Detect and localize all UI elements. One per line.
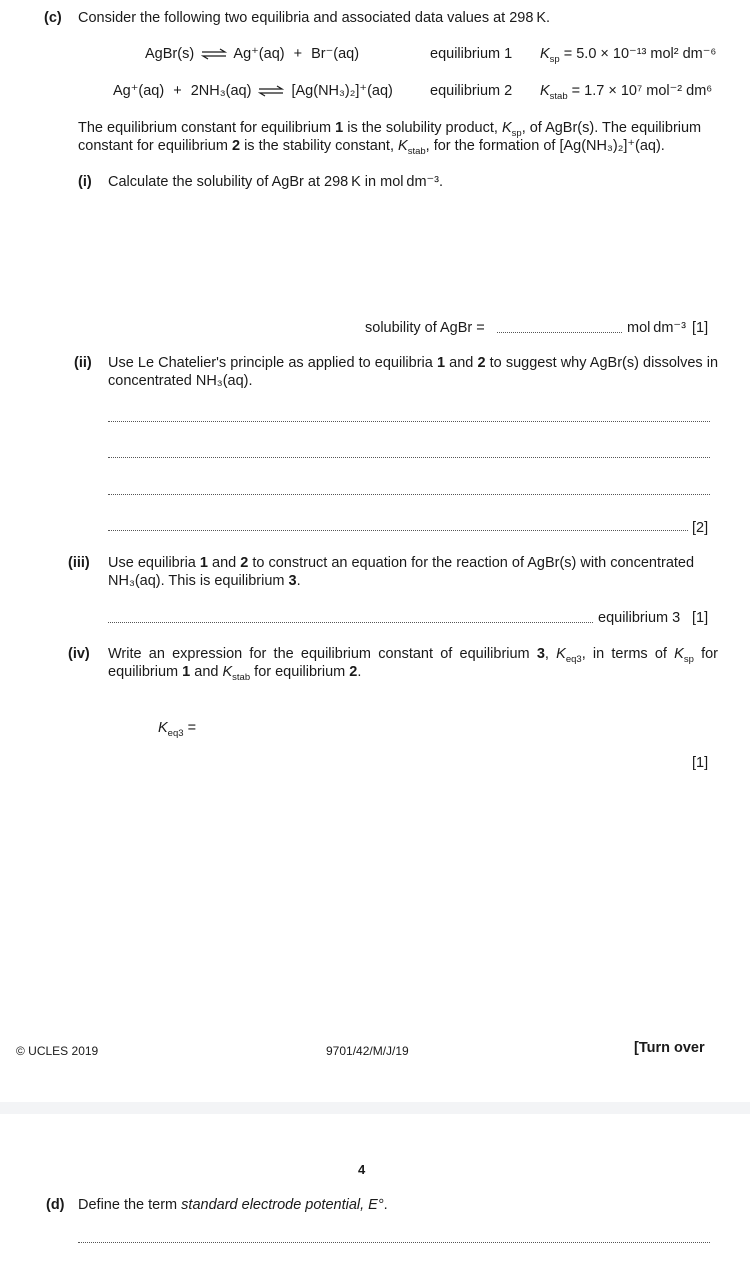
equilibrium-2-equation: Ag⁺(aq) + 2NH₃(aq) [Ag(NH₃)₂]⁺(aq) xyxy=(113,83,393,99)
part-d-question: Define the term standard electrode potential, E°. xyxy=(78,1197,388,1213)
kstab-value: $K_{stab} = 1.7 \times 10^7$ mol⁻² dm⁶ xyxy=(540,83,713,102)
question-ii-marks: [2] xyxy=(692,520,709,536)
part-c-intro: Consider the following two equilibria and associated data values at 298 K. xyxy=(78,10,551,26)
solubility-answer-label: solubility of AgBr = xyxy=(365,320,485,336)
question-iv-marks: [1] xyxy=(692,755,709,771)
equilibrium-3-label: equilibrium 3 xyxy=(598,610,681,626)
equilibrium-1-equation: AgBr(s) Ag⁺(aq) + Br⁻(aq) xyxy=(145,46,360,62)
ksp-value: $K_{sp} = 5.0 \times 10^{-13}$ mol² dm⁻⁶ xyxy=(540,46,717,65)
part-c-description: The equilibrium constant for equilibrium 1 is the solubility product, $K_{sp}$, of AgBr(s). The equilibrium constant for equilibrium 2 is the stability constant, $K_{stab}$, for the formation of [Ag(NH₃)₂]⁺(aq). xyxy=(78,120,702,157)
equilibrium-2-name: equilibrium 2 xyxy=(430,83,513,99)
question-iii-text: Use equilibria 1 and 2 to construct an equation for the reaction of AgBr(s) with concentrated NH₃(aq). This is equilibrium 3. xyxy=(108,555,695,589)
copyright-notice: © UCLES 2019 xyxy=(16,1044,99,1058)
equilibrium-3-answer-line[interactable] xyxy=(108,622,593,623)
part-d-answer-line[interactable] xyxy=(78,1242,710,1243)
question-iv-text: Write an expression for the equilibrium constant of equilibrium 3, $K_{eq3}$, in terms of $K_{sp}$ for equilibrium 1 and $K_{stab}$ for equilibrium 2. xyxy=(108,646,718,683)
equilibrium-arrow-icon xyxy=(201,48,227,60)
solubility-answer-line[interactable] xyxy=(497,332,622,333)
paper-code: 9701/42/M/J/19 xyxy=(326,1044,409,1058)
equilibrium-arrow-icon xyxy=(258,85,284,97)
question-i-label: (i) xyxy=(78,174,92,190)
keq3-answer-label: $K_{eq3}$ = xyxy=(158,720,197,739)
turn-over-label: [Turn over xyxy=(634,1040,705,1056)
part-c-label: (c) xyxy=(44,10,62,26)
question-ii-answer-line-4[interactable] xyxy=(108,530,688,531)
question-iv-label: (iv) xyxy=(68,646,90,662)
question-i-marks: [1] xyxy=(692,320,709,336)
question-ii-text: Use Le Chatelier's principle as applied to equilibria 1 and 2 to suggest why AgBr(s) dissolves in concentrated NH₃(aq). xyxy=(108,355,719,389)
question-i-text: Calculate the solubility of AgBr at 298 K in mol dm⁻³. xyxy=(108,174,444,190)
question-iii-label: (iii) xyxy=(68,555,90,571)
question-ii-answer-line-3[interactable] xyxy=(108,494,710,495)
question-iii-marks: [1] xyxy=(692,610,709,626)
part-d-label: (d) xyxy=(46,1197,65,1213)
page-number: 4 xyxy=(358,1162,366,1177)
exam-page-2 xyxy=(0,1114,750,1264)
question-ii-answer-line-2[interactable] xyxy=(108,457,710,458)
question-ii-answer-line-1[interactable] xyxy=(108,421,710,422)
equilibrium-1-name: equilibrium 1 xyxy=(430,46,513,62)
question-ii-label: (ii) xyxy=(74,355,92,371)
solubility-unit: mol dm⁻³ xyxy=(627,320,686,336)
